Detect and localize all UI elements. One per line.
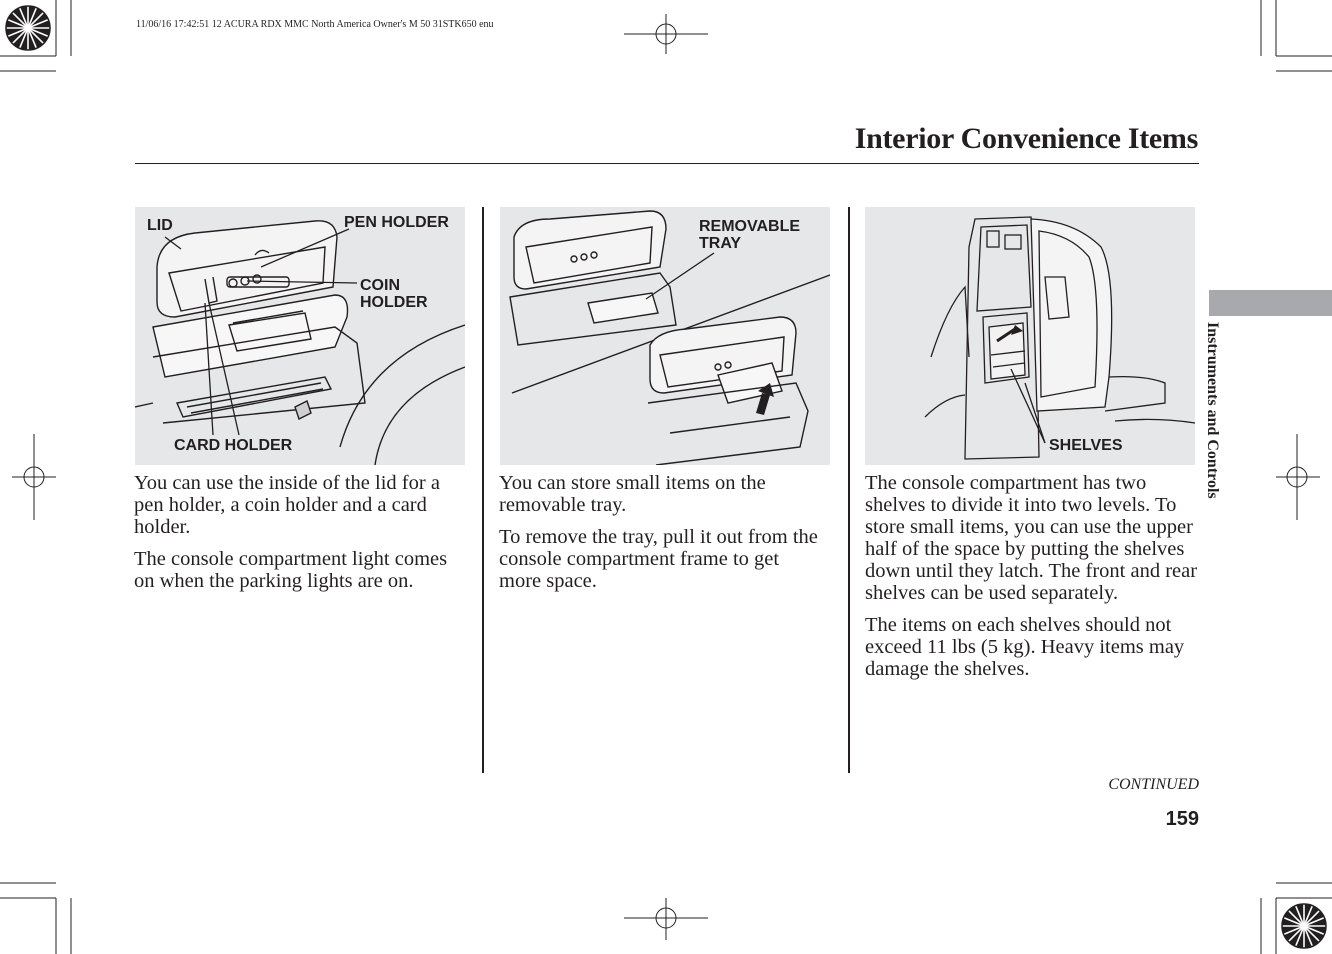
shelves-illustration (865, 207, 1195, 465)
label-removable-tray-line1: REMOVABLE (699, 218, 801, 235)
registration-target-right (1276, 434, 1320, 520)
print-info: 11/06/16 17:42:51 12 ACURA RDX MMC North America Owner's M 50 31STK650 enu (136, 19, 494, 30)
lid-illustration (135, 207, 465, 465)
label-removable-tray-line2: TRAY (699, 235, 742, 252)
tray-illustration (500, 207, 830, 465)
continued-label: CONTINUED (1108, 776, 1199, 793)
label-coin-holder-line1: COIN (360, 277, 400, 294)
paragraph-removable-tray: You can store small items on the removable tray. (499, 472, 766, 516)
paragraph-shelves-weight: The items on each shelves should not exceed 11 lbs (5 kg). Heavy items may damage the shelves. (865, 614, 1185, 680)
column-1-text (134, 472, 468, 602)
label-pen-holder: PEN HOLDER (344, 214, 449, 231)
registration-target-left (12, 434, 56, 520)
figure-removable-tray (500, 207, 830, 465)
label-shelves: SHELVES (1049, 437, 1123, 454)
section-side-label (1206, 322, 1236, 532)
page-title: Interior Convenience Items (854, 122, 1198, 155)
figure-lid-holders (135, 207, 465, 465)
paragraph-shelves-levels: The console compartment has two shelves to divide it into two levels. To store small items, you can use the upper half of the space by putting the shelves down until they latch. The front and rear shelves can be used separately. (865, 472, 1198, 604)
label-coin-holder-line2: HOLDER (360, 294, 428, 311)
paragraph-remove-tray: To remove the tray, pull it out from the console compartment frame to get more space. (499, 526, 818, 592)
registration-target-top (624, 14, 708, 54)
star-mark-bottom-right (1282, 904, 1326, 948)
label-lid: LID (147, 217, 173, 234)
paragraph-lid-holders: You can use the inside of the lid for a pen holder, a coin holder and a card holder. (134, 472, 440, 538)
figure-shelves (865, 207, 1195, 465)
page-number: 159 (1165, 808, 1199, 830)
column-3-text (865, 472, 1199, 690)
title-rule (135, 163, 1199, 164)
section-tab-marker (1209, 290, 1332, 316)
star-mark-top-left (6, 6, 50, 50)
column-divider-1 (482, 207, 484, 773)
label-card-holder: CARD HOLDER (174, 437, 293, 454)
paragraph-console-light: The console compartment light comes on when the parking lights are on. (134, 548, 448, 592)
column-2-text (499, 472, 825, 602)
side-label-text: Instruments and Controls (1204, 322, 1221, 499)
registration-target-bottom (624, 898, 708, 940)
column-divider-2 (848, 207, 850, 773)
